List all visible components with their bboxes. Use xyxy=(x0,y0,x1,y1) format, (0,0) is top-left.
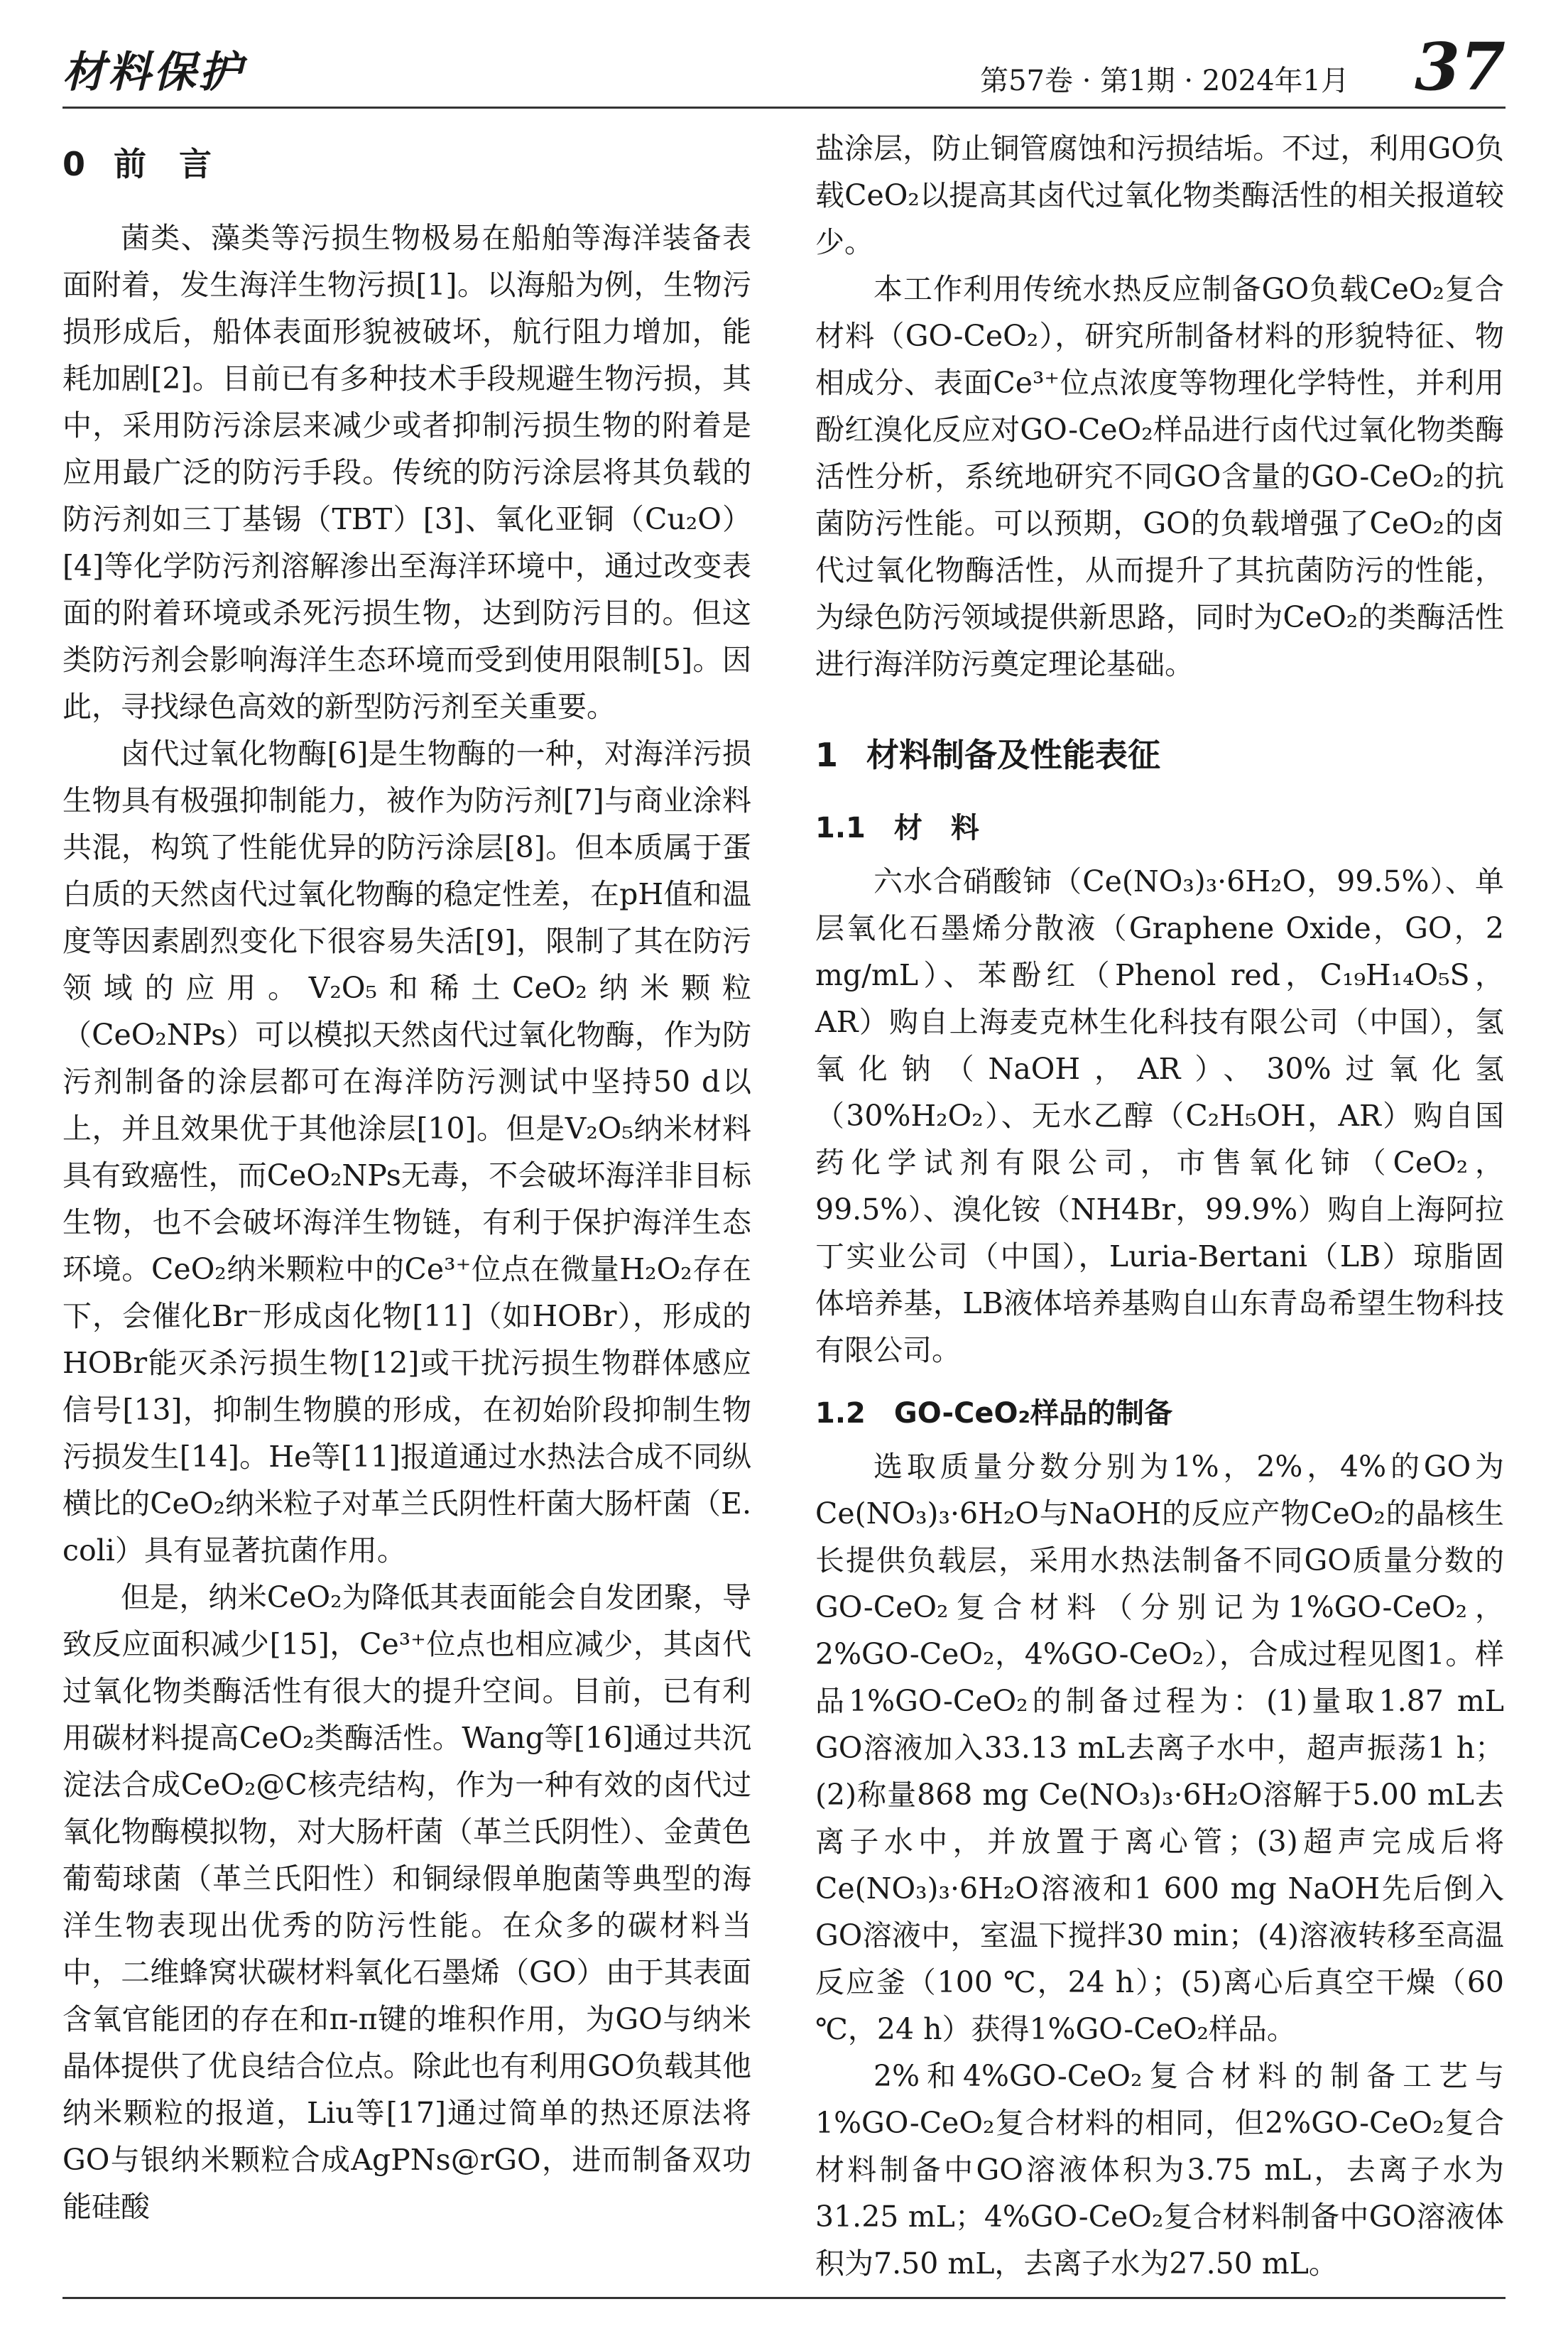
paragraph: 2%和4%GO-CeO₂复合材料的制备工艺与1%GO-CeO₂复合材料的相同，但2%GO-CeO₂复合材料制备中GO溶液体积为3.75 mL，去离子水为31.25 mL；4%GO-CeO₂复合材料制备中GO溶液体积为7.50 mL，去离子水为27.50 mL。 xyxy=(815,2059,1504,2281)
paragraph: 盐涂层，防止铜管腐蚀和污损结垢。不过，利用GO负载CeO₂以提高其卤代过氧化物类酶活性的相关报道较少。 xyxy=(815,131,1504,259)
section-number: 1 xyxy=(815,736,839,774)
section-title: 前 言 xyxy=(114,145,212,183)
subsection-title: 材 料 xyxy=(893,812,979,844)
subsection-title: GO-CeO₂样品的制备 xyxy=(893,1397,1173,1430)
section-heading-1 xyxy=(815,732,1504,778)
header-rule xyxy=(62,107,1506,109)
footer-rule xyxy=(62,2297,1506,2299)
paragraph: 本工作利用传统水热反应制备GO负载CeO₂复合材料（GO-CeO₂），研究所制备材料的形貌特征、物相成分、表面Ce³⁺位点浓度等物理化学特性，并利用酚红溴化反应对GO-CeO₂样品进行卤代过氧化物类酶活性分析，系统地研究不同GO含量的GO-CeO₂的抗菌防污性能。可以预期，GO的负载增强了CeO₂的卤代过氧化物酶活性，从而提升了其抗菌防污的性能，为绿色防污领域提供新思路，同时为CeO₂的类酶活性进行海洋防污奠定理论基础。 xyxy=(815,272,1504,681)
paragraph: 菌类、藻类等污损生物极易在船舶等海洋装备表面附着，发生海洋生物污损[1]。以海船为例，生物污损形成后，船体表面形貌被破坏，航行阻力增加，能耗加剧[2]。目前已有多种技术手段规避生物污损，其中，采用防污涂层来减少或者抑制污损生物的附着是应用最广泛的防污手段。传统的防污涂层将其负载的防污剂如三丁基锡（TBT）[3]、氧化亚铜（Cu₂O）[4]等化学防污剂溶解渗出至海洋环境中，通过改变表面的附着环境或杀死污损生物，达到防污目的。但这类防污剂会影响海洋生态环境而受到使用限制[5]。因此，寻找绿色高效的新型防污剂至关重要。 xyxy=(62,221,751,724)
left-column xyxy=(62,125,751,2230)
paragraph: 选取质量分数分别为1%，2%，4%的GO为Ce(NO₃)₃·6H₂O与NaOH的反应产物CeO₂的晶核生长提供负载层，采用水热法制备不同GO质量分数的GO-CeO₂复合材料（分别记为1%GO-CeO₂，2%GO-CeO₂，4%GO-CeO₂），合成过程见图1。样品1%GO-CeO₂的制备过程为：(1)量取1.87 mL GO溶液加入33.13 mL去离子水中，超声振荡1 h；(2)称量868 mg Ce(NO₃)₃·6H₂O溶解于5.00 mL去离子水中，并放置于离心管；(3)超声完成后将Ce(NO₃)₃·6H₂O溶液和1 600 mg NaOH先后倒入GO溶液中，室温下搅拌30 min；(4)溶液转移至高温反应釜（100 ℃，24 h）；(5)离心后真空干燥（60 ℃，24 h）获得1%GO-CeO₂样品。 xyxy=(815,1450,1504,2046)
paragraph: 但是，纳米CeO₂为降低其表面能会自发团聚，导致反应面积减少[15]，Ce³⁺位点也相应减少，其卤代过氧化物类酶活性有很大的提升空间。目前，已有利用碳材料提高CeO₂类酶活性。Wang等[16]通过共沉淀法合成CeO₂@C核壳结构，作为一种有效的卤代过氧化物酶模拟物，对大肠杆菌（革兰氏阴性）、金黄色葡萄球菌（革兰氏阳性）和铜绿假单胞菌等典型的海洋生物表现出优秀的防污性能。在众多的碳材料当中，二维蜂窝状碳材料氧化石墨烯（GO）由于其表面含氧官能团的存在和π-π键的堆积作用，为GO与纳米晶体提供了优良结合位点。除此也有利用GO负载其他纳米颗粒的报道，Liu等[17]通过简单的热还原法将GO与银纳米颗粒合成AgPNs@rGO，进而制备双功能硅酸 xyxy=(62,1580,751,2224)
subsection-number: 1.1 xyxy=(815,812,866,844)
journal-title: 材料保护 xyxy=(62,48,244,97)
subsection-number: 1.2 xyxy=(815,1397,866,1430)
paragraph: 卤代过氧化物酶[6]是生物酶的一种，对海洋污损生物具有极强抑制能力，被作为防污剂[7]与商业涂料共混，构筑了性能优异的防污涂层[8]。但本质属于蛋白质的天然卤代过氧化物酶的稳定性差，在pH值和温度等因素剧烈变化下很容易失活[9]，限制了其在防污领域的应用。V₂O₅和稀土CeO₂纳米颗粒（CeO₂NPs）可以模拟天然卤代过氧化物酶，作为防污剂制备的涂层都可在海洋防污测试中坚持50 d以上，并且效果优于其他涂层[10]。但是V₂O₅纳米材料具有致癌性，而CeO₂NPs无毒，不会破坏海洋非目标生物，也不会破坏海洋生物链，有利于保护海洋生态环境。CeO₂纳米颗粒中的Ce³⁺位点在微量H₂O₂存在下，会催化Br⁻形成卤化物[11]（如HOBr），形成的HOBr能灭杀污损生物[12]或干扰污损生物群体感应信号[13]，抑制生物膜的形成，在初始阶段抑制生物污损发生[14]。He等[11]报道通过水热法合成不同纵横比的CeO₂纳米粒子对革兰氏阴性杆菌大肠杆菌（E. coli）具有显著抗菌作用。 xyxy=(62,737,751,1567)
right-column xyxy=(815,125,1504,2287)
subsection-heading-1-1 xyxy=(815,805,1504,851)
section-heading-0 xyxy=(62,141,751,188)
paragraph: 六水合硝酸铈（Ce(NO₃)₃·6H₂O，99.5%）、单层氧化石墨烯分散液（Graphene Oxide，GO，2 mg/mL）、苯酚红（Phenol red，C₁₉H₁₄O₅S，AR）购自上海麦克林生化科技有限公司（中国），氢氧化钠（NaOH，AR）、30%过氧化氢（30%H₂O₂）、无水乙醇（C₂H₅OH，AR）购自国药化学试剂有限公司，市售氧化铈（CeO₂，99.5%）、溴化铵（NH4Br，99.9%）购自上海阿拉丁实业公司（中国），Luria-Bertani（LB）琼脂固体培养基，LB液体培养基购自山东青岛希望生物科技有限公司。 xyxy=(815,864,1504,1367)
page-number: 37 xyxy=(1414,28,1506,105)
subsection-heading-1-2 xyxy=(815,1391,1504,1436)
section-number: 0 xyxy=(62,145,86,183)
issue-info: 第57卷 · 第1期 · 2024年1月 xyxy=(980,65,1349,97)
page-header xyxy=(62,28,1506,107)
section-title: 材料制备及性能表征 xyxy=(866,736,1161,774)
